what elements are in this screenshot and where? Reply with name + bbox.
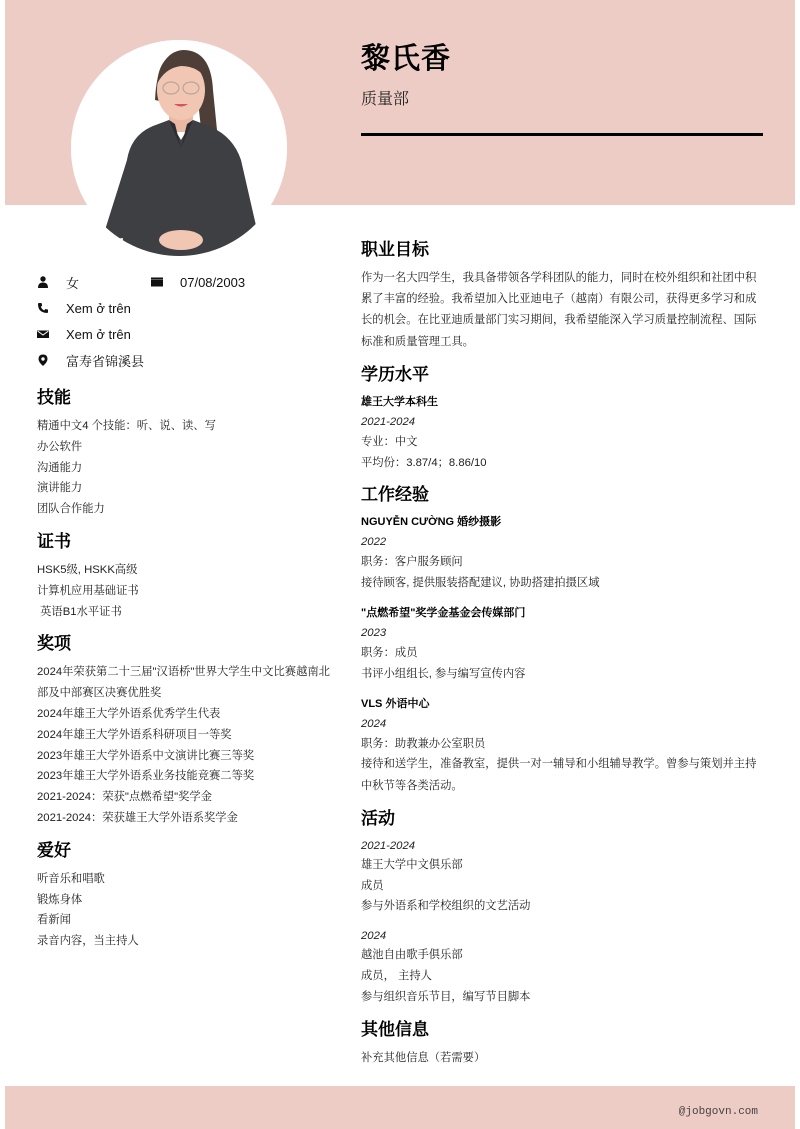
contact-email [37,324,131,344]
contact-gender [37,272,79,292]
experience-entry [361,604,766,685]
activity-period: 2024 [361,930,387,943]
calendar-icon [151,275,163,289]
activity-org: 雄王大学中文俱乐部 [361,858,463,871]
award-item: 2024年荣获第二十三届"汉语桥"世界大学生中文比赛越南北部及中部赛区决赛优胜奖 [37,666,330,700]
awards-heading: 奖项 [37,634,71,654]
activity-org: 越池自由歌手俱乐部 [361,949,463,962]
activities-section [361,807,766,1008]
award-item: 2023年雄王大学外语系业务技能竞赛二等奖 [37,770,255,783]
skill-item: 演讲能力 [37,482,83,495]
education-major: 专业：中文 [361,435,418,448]
person-icon [37,275,49,289]
other-heading: 其他信息 [361,1019,429,1039]
certificates-section [37,530,337,622]
school-name: 雄王大学本科生 [361,395,438,408]
objective-text: 作为一名大四学生，我具备带领各学科团队的能力，同时在校外组织和社团中积累了丰富的经验。我希望加入比亚迪电子（越南）有限公司，获得更多学习和成长的机会。在比亚迪质量部门实习期间，我希望能深入学习质量控制流程、国际标准和质量管理工具。 [361,272,757,348]
award-item: 2024年雄王大学外语系科研项目一等奖 [37,728,232,741]
certificate-item: 英语B1水平证书 [37,605,122,618]
contact-birthdate [151,272,245,292]
footer-band [5,1086,795,1129]
right-column [361,238,766,1078]
award-item: 2023年雄王大学外语系中文演讲比赛三等奖 [37,749,255,762]
education-gpa: 平均份：3.87/4；8.86/10 [361,456,487,469]
candidate-name: 黎氏香 [361,43,452,75]
activity-entry [361,927,766,1007]
portrait-image [71,40,287,256]
experience-heading: 工作经验 [361,485,429,505]
gender-value: 女 [66,275,80,291]
experience-section [361,483,766,796]
hobby-item: 锻炼身体 [37,893,83,906]
experience-desc: 接待顾客, 提供服装搭配建议, 协助搭建拍摄区域 [361,577,600,590]
hobby-item: 看新闻 [37,914,71,927]
objective-heading: 职业目标 [361,240,429,259]
mail-icon [37,327,49,341]
experience-entry [361,513,766,594]
other-text: 补充其他信息（若需要） [361,1051,486,1064]
certificate-item: HSK5级, HSKK高级 [37,563,138,576]
skill-item: 团队合作能力 [37,503,105,516]
profile-photo [71,40,287,256]
education-period: 2021-2024 [361,415,416,428]
awards-section [37,632,337,828]
experience-year: 2022 [361,536,387,549]
activity-desc: 参与外语系和学校组织的文艺活动 [361,900,531,913]
footer-watermark: @jobgovn.com [678,1106,758,1118]
skill-item: 办公软件 [37,440,83,453]
header-divider [361,133,763,136]
skills-section [37,386,337,520]
award-item: 2021-2024：荣获雄王大学外语系奖学金 [37,811,238,824]
activities-heading: 活动 [361,808,395,828]
activity-entry [361,837,766,917]
contact-address [37,350,144,370]
experience-org: VLS 外语中心 [361,697,430,710]
activity-period: 2021-2024 [361,839,416,852]
contact-phone [37,298,131,318]
education-section [361,363,766,474]
experience-org: NGUYỄN CƯỜNG 婚纱摄影 [361,516,502,529]
certificate-item: 计算机应用基础证书 [37,584,139,597]
activity-desc: 参与组织音乐节目，编写节目脚本 [361,990,531,1003]
education-heading: 学历水平 [361,364,429,384]
activity-role: 成员 [361,879,384,892]
award-item: 2024年雄王大学外语系优秀学生代表 [37,707,221,720]
skill-item: 沟通能力 [37,461,83,474]
email-value: Xem ở trên [66,326,131,342]
hobby-item: 录音内容，当主持人 [37,935,139,948]
experience-position: 职务：客户服务顾问 [361,556,463,569]
birthdate-value: 07/08/2003 [180,274,246,290]
objective-section [361,238,766,353]
experience-position: 职务：成员 [361,647,418,659]
experience-desc: 接待和送学生，准备教室，提供一对一辅导和小组辅导教学。曾参与策划并主持中秋节等各类活动。 [361,758,757,792]
certificates-heading: 证书 [37,531,71,551]
award-item: 2021-2024：荣获"点燃希望"奖学金 [37,791,213,804]
skills-heading: 技能 [37,388,71,407]
other-section [361,1018,766,1069]
experience-year: 2024 [361,717,387,730]
experience-position: 职务：助教兼办公室职员 [361,737,486,750]
experience-year: 2023 [361,627,387,639]
location-pin-icon [37,353,49,367]
hobbies-section [37,839,337,952]
hobby-item: 听音乐和唱歌 [37,872,105,885]
skill-item: 精通中文4 个技能：听、说、读、写 [37,420,216,432]
hobbies-heading: 爱好 [37,840,71,860]
phone-icon [37,301,49,315]
experience-desc: 书评小组组长, 参与编写宣传内容 [361,667,526,680]
experience-entry [361,695,766,797]
candidate-role: 质量部 [361,91,410,108]
address-value: 富寿省锦溪县 [66,353,145,369]
activity-role: 成员， 主持人 [361,969,432,982]
experience-org: "点燃希望"奖学金基金会传媒部门 [361,607,526,619]
phone-value: Xem ở trên [66,300,131,316]
left-column [37,386,337,962]
